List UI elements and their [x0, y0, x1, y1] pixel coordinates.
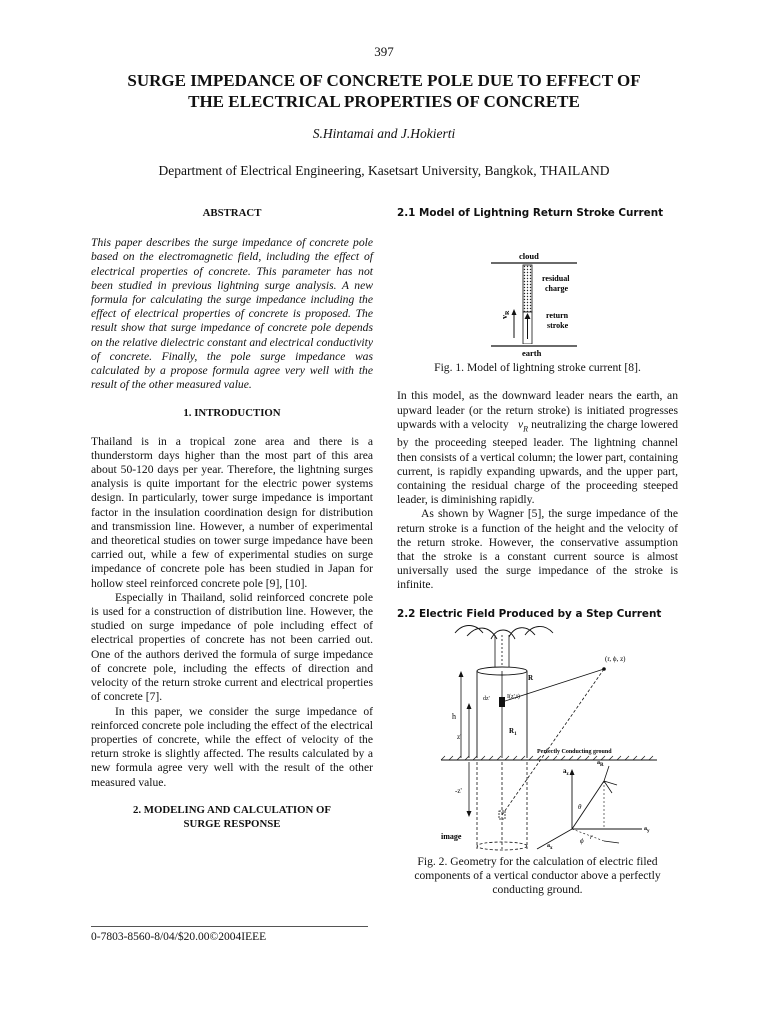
- footer-rule: [91, 926, 368, 927]
- velocity-symbol: [517, 417, 529, 434]
- fig2-image-label: image: [441, 831, 462, 841]
- paper-title: [40, 70, 728, 112]
- fig2-az-label: [563, 767, 570, 777]
- authors: S.Hintamai and J.Hokierti: [312, 126, 456, 141]
- figure-2-caption: Fig. 2. Geometry for the calculation of electric filed components of a vertical conductor above a perfectly conducting ground.: [414, 854, 661, 897]
- left-column: [91, 206, 373, 831]
- fig1-lightning-model-diagram: [397, 220, 678, 344]
- abstract-text: This paper describes the surge impedance of concrete pole based on the electromagnetic field, including the effect of electrical properties of concrete. This parameter has not been studied in previous lightning surge analysis. A new formula for calculating the surge impedance including the effect of electrical properties of concrete is proposed. The result show that surge impedance of concrete pole depends on the relative dielectric constant and electrical conductivity of concrete. Finally, the pole surge impedance was calculated by a propose formula agree very well with the result of the other measured value.: [91, 236, 373, 392]
- fig2-phi-label: ϕ: [580, 836, 584, 845]
- fig2-ay-subscript: y: [647, 828, 650, 834]
- figure-1: [397, 220, 678, 359]
- fig1-earth-line: [397, 338, 678, 358]
- fig2-negative-z-label: -z': [455, 786, 462, 795]
- subsection-2-2-heading: 2.2 Electric Field Produced by a Step Current: [397, 607, 662, 620]
- fig2-aR-label: [597, 760, 604, 768]
- fig2-aR-subscript: R: [600, 762, 604, 768]
- fig2-point-label: (r, ϕ, z): [605, 654, 626, 663]
- introduction-heading: 1. INTRODUCTION: [183, 407, 281, 420]
- fig2-current-label: I(z',t): [507, 693, 520, 700]
- fig2-dz-label: dz': [483, 695, 490, 702]
- fig2-ay-symbol: a: [644, 825, 647, 832]
- fig1-v-subscript: R: [505, 310, 511, 316]
- fig2-ax-symbol: a: [547, 842, 550, 849]
- title-line-1: SURGE IMPEDANCE OF CONCRETE POLE DUE TO EFFECT OF: [127, 71, 641, 90]
- right-column: [397, 206, 678, 897]
- footer-copyright: 0-7803-8560-8/04/$20.00©2004IEEE: [91, 931, 267, 943]
- fig2-R1-symbol: R: [509, 726, 515, 735]
- fig2-az-subscript: z: [566, 771, 569, 777]
- fig2-aR-symbol: a: [597, 759, 600, 766]
- section-2-heading: [91, 803, 373, 831]
- fig2-ax-subscript: x: [550, 845, 553, 851]
- figure-1-caption: Fig. 1. Model of lightning stroke current [8].: [434, 361, 641, 375]
- fig1-residual-label-2: charge: [545, 284, 569, 294]
- fig2-ay-label: [644, 826, 650, 834]
- fig1-return-label-2: stroke: [547, 321, 569, 331]
- fig2-az-symbol: a: [563, 766, 567, 775]
- fig2-geometry-diagram: [397, 621, 678, 851]
- fig2-h-label: h: [452, 711, 456, 721]
- fig1-velocity-label: [500, 310, 511, 319]
- intro-paragraph-1: Thailand is in a tropical zone area and there is a thunderstorm days higher than the most part of this area about 50-120 days per year. Therefore, the lightning surges analysis is quite important for the electric power systems design. In particularly, tower surge impedance is important factor in the insulation coordination design for distribution and transmission line. However, a number of experimental and theoretical studies on tower surge impedance have been carried out, while a few of experimental studies on surge impedance of concrete pole has been studied in Japan for hollow steel reinforced concrete pole [9], [10].: [91, 434, 373, 590]
- fig2-theta-label: θ: [578, 802, 582, 811]
- section-2-heading-line-2: SURGE RESPONSE: [183, 817, 281, 830]
- fig2-R1-label: [509, 727, 517, 737]
- fig2-R1-subscript: 1: [514, 731, 517, 737]
- fig1-residual-label-1: residual: [542, 274, 570, 284]
- section-2-heading-line-1: 2. MODELING AND CALCULATION OF: [132, 803, 332, 816]
- fig1-cloud-label: cloud: [519, 251, 539, 262]
- fig1-return-label-1: return: [546, 311, 569, 321]
- title-line-2: THE ELECTRICAL PROPERTIES OF CONCRETE: [188, 92, 580, 111]
- velocity-symbol-subscript: R: [523, 424, 529, 434]
- model-paragraph-1: [397, 389, 678, 507]
- fig1-v-symbol: v: [500, 315, 509, 320]
- fig2-ground-label: Perfectly Conducting ground: [537, 748, 612, 755]
- fig2-ax-label: [547, 843, 553, 851]
- model-paragraph-2: As shown by Wagner [5], the surge impedance of the return stroke is a function of the height and the velocity of the return stroke. However, the conservative assumption that the stroke is a constant current source is almost universally used the surge impedance of the stroke is infinite.: [397, 507, 678, 592]
- affiliation: Department of Electrical Engineering, Kasetsart University, Bangkok, THAILAND: [158, 163, 610, 178]
- intro-paragraph-2: Especially in Thailand, solid reinforced concrete pole is used for a construction of distribution line. However, the studied on surge impedance of pole including effect of electrical properties of concrete has not been carried out. One of the authors derived the formula of surge impedance of concrete pole, including the effects of direction and velocity of the return stroke current and electrical properties of concrete [7].: [91, 590, 373, 704]
- intro-paragraph-3: In this paper, we consider the surge impedance of reinforced concrete pole including the effect of the electrical properties of concrete, while the effect of velocity of the return stroke is slightly affected. The results calculated by a new formula agree very well with the result of the other measured value.: [91, 704, 373, 789]
- model-paragraph-1-end: neutralizing the charge lowered by the proceeding steeped leader. The lightning channel then consists of a vertical column; the lower part, containing current, is rapidly expanding upwards, and the upper part, containing the residual charge of the proceeding steeped leader, is diminishing rapidly.: [397, 417, 678, 507]
- velocity-symbol-v: v: [517, 417, 524, 431]
- page-number: 397: [374, 44, 394, 59]
- abstract-heading: ABSTRACT: [202, 207, 262, 219]
- model-paragraph-1-start: In this model, as the downward leader nears the earth, an upward leader (or the return stroke) is initiated progresses upwards with a velocity: [397, 389, 678, 431]
- fig2-R-label: R: [528, 673, 534, 682]
- fig1-earth-label: earth: [522, 348, 542, 359]
- subsection-2-1-heading: 2.1 Model of Lightning Return Stroke Current: [397, 207, 664, 219]
- fig2-z-label: z': [457, 732, 462, 741]
- fig2-r-label: r: [590, 832, 593, 841]
